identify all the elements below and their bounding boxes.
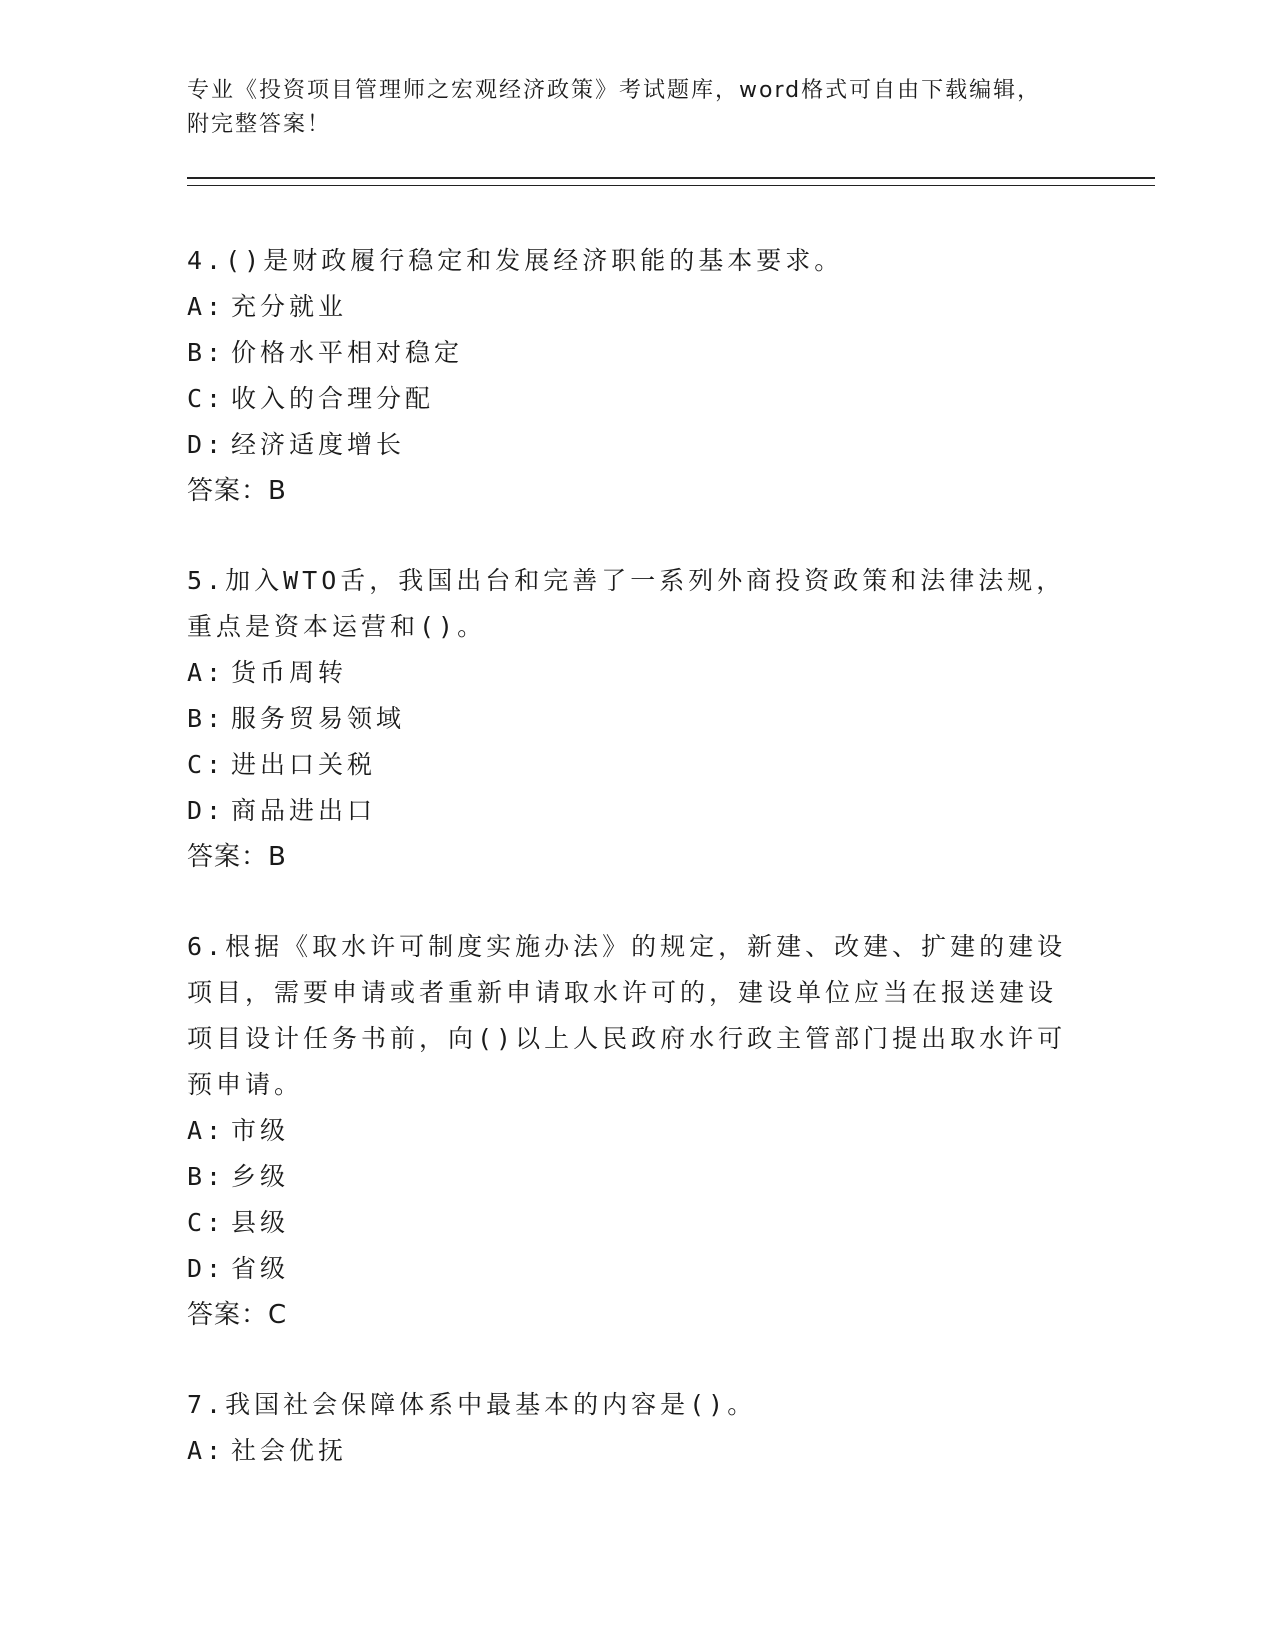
question-text: 7.我国社会保障体系中最基本的内容是()。	[187, 1390, 757, 1419]
option-letter: D:	[187, 430, 226, 459]
option-b	[187, 1154, 1087, 1200]
option-text: 市级	[231, 1116, 290, 1145]
option-letter: D:	[187, 796, 226, 825]
option-letter: C:	[187, 384, 226, 413]
option-letter: C:	[187, 1208, 226, 1237]
option-text: 省级	[231, 1254, 290, 1283]
question-list	[187, 238, 1087, 1518]
option-text: 经济适度增长	[231, 430, 406, 459]
option-letter: D:	[187, 1254, 226, 1283]
option-text: 服务贸易领域	[231, 704, 406, 733]
question-text: 预申请。	[187, 1070, 304, 1099]
option-text: 县级	[231, 1208, 290, 1237]
option-letter: B:	[187, 338, 226, 367]
answer-text: 答案：B	[187, 476, 287, 506]
option-text: 充分就业	[231, 292, 348, 321]
answer-text: 答案：C	[187, 1300, 288, 1330]
option-letter: B:	[187, 1162, 226, 1191]
option-c	[187, 1200, 1087, 1246]
question-text: 4.()是财政履行稳定和发展经济职能的基本要求。	[187, 246, 844, 275]
option-letter: C:	[187, 750, 226, 779]
option-a	[187, 1108, 1087, 1154]
option-letter: B:	[187, 704, 226, 733]
option-letter: A:	[187, 1436, 226, 1465]
question-text: 重点是资本运营和()。	[187, 612, 487, 641]
header-line-2: 附完整答案！	[187, 112, 332, 137]
option-d	[187, 788, 1087, 834]
option-letter: A:	[187, 658, 226, 687]
option-text: 进出口关税	[231, 750, 377, 779]
option-text: 乡级	[231, 1162, 290, 1191]
option-a	[187, 650, 1087, 696]
option-text: 收入的合理分配	[231, 384, 435, 413]
question-7	[187, 1382, 1087, 1474]
question-6	[187, 924, 1087, 1338]
option-text: 商品进出口	[231, 796, 377, 825]
option-text: 货币周转	[231, 658, 348, 687]
option-letter: A:	[187, 292, 226, 321]
question-text: 5.加入WTO舌，我国出台和完善了一系列外商投资政策和法律法规，	[187, 566, 1066, 595]
question-text: 6.根据《取水许可制度实施办法》的规定，新建、改建、扩建的建设	[187, 932, 1067, 961]
option-c	[187, 742, 1087, 788]
option-a	[187, 284, 1087, 330]
option-text: 社会优抚	[231, 1436, 348, 1465]
question-text: 项目，需要申请或者重新申请取水许可的，建设单位应当在报送建设	[187, 978, 1058, 1007]
option-d	[187, 1246, 1087, 1292]
option-b	[187, 696, 1087, 742]
header-line-1: 专业《投资项目管理师之宏观经济政策》考试题库，word格式可自由下载编辑，	[187, 78, 1042, 103]
answer-text: 答案：B	[187, 842, 287, 872]
question-4	[187, 238, 1087, 514]
question-text: 项目设计任务书前，向()以上人民政府水行政主管部门提出取水许可	[187, 1024, 1067, 1053]
option-a	[187, 1428, 1087, 1474]
option-d	[187, 422, 1087, 468]
question-5	[187, 558, 1087, 880]
option-text: 价格水平相对稳定	[231, 338, 464, 367]
option-letter: A:	[187, 1116, 226, 1145]
header-divider	[187, 177, 1155, 186]
document-header	[187, 74, 1067, 142]
option-b	[187, 330, 1087, 376]
option-c	[187, 376, 1087, 422]
